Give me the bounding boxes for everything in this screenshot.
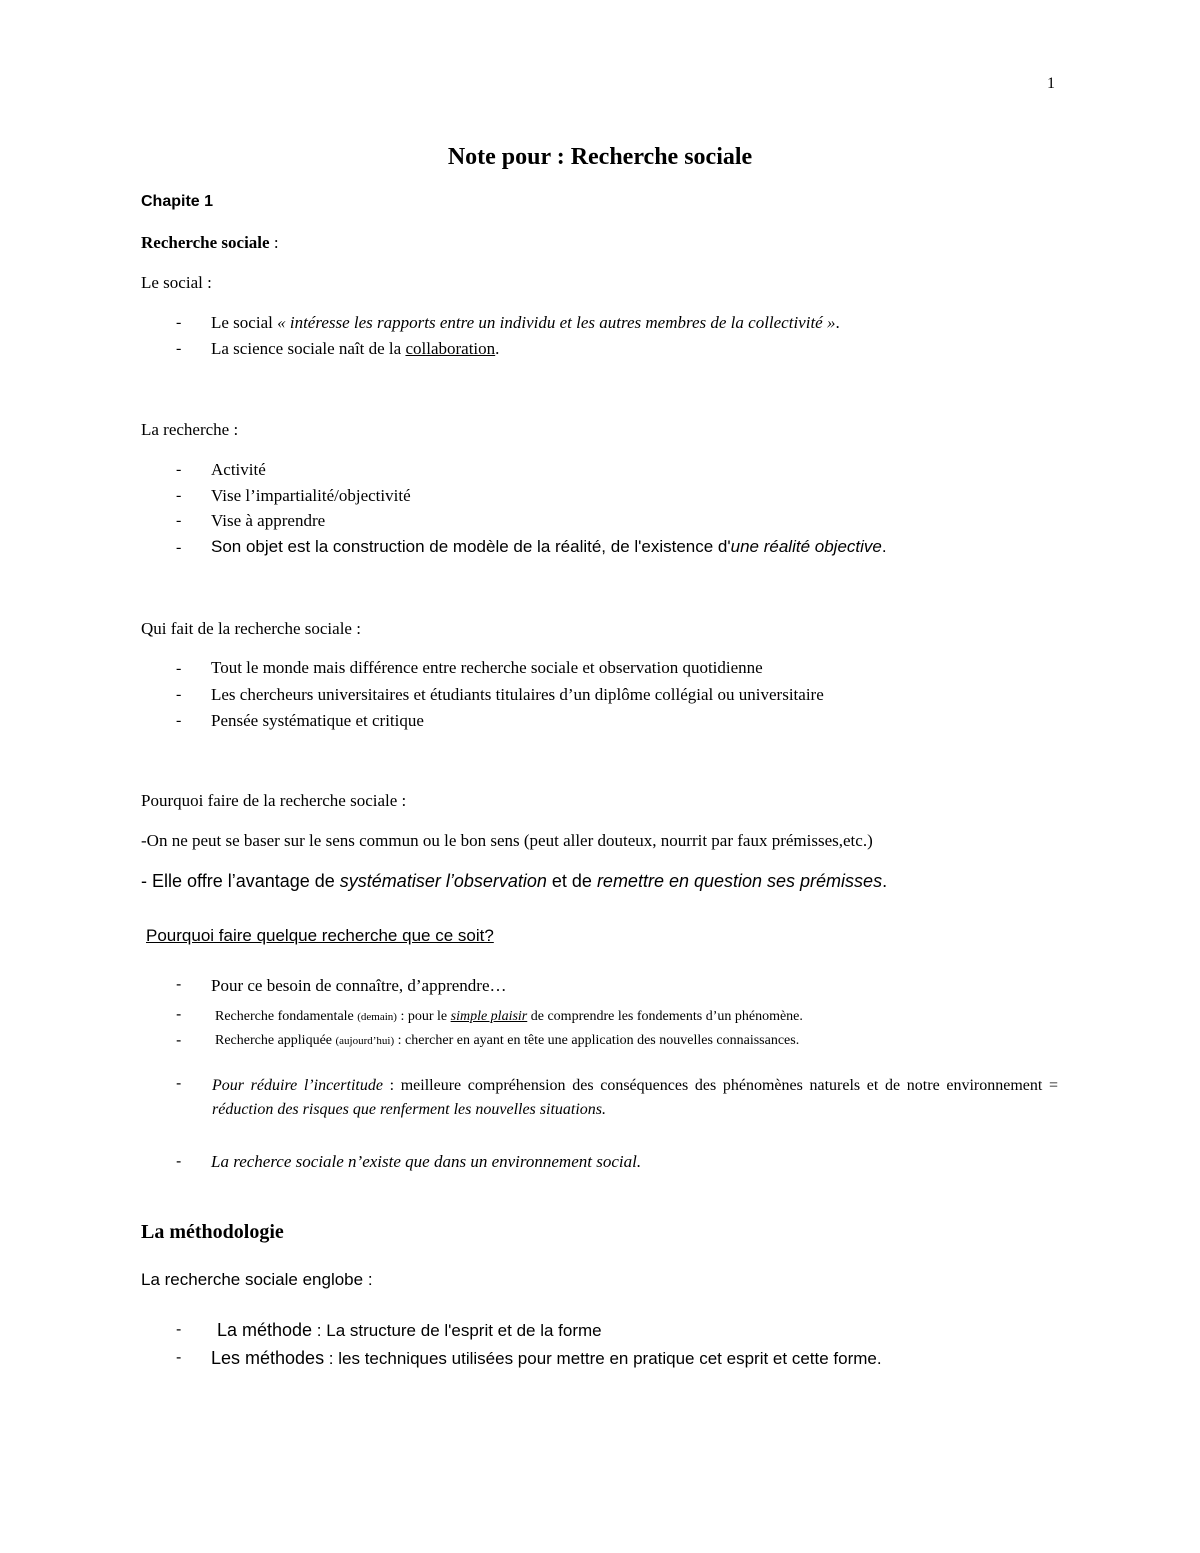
list-dash: - <box>176 1032 182 1049</box>
small-span: (demain) <box>357 1011 397 1023</box>
text-span: de comprendre les fondements d’un phénomène. <box>527 1009 803 1024</box>
quote-span: « intéresse les rapports entre un individu et les autres membres de la collectivité » <box>277 313 836 332</box>
list-dash: - <box>176 340 182 357</box>
italic-span: Pour réduire l’incertitude <box>212 1077 383 1094</box>
label-pourquoi: Pourquoi faire de la recherche sociale : <box>141 791 407 810</box>
paragraph-line: -On ne peut se baser sur le sens commun ou le bon sens (peut aller douteux, nourrit par faux prémisses,etc.) <box>141 831 873 850</box>
list-dash: - <box>176 512 182 529</box>
paragraph-line <box>141 871 887 892</box>
list-item <box>211 1348 882 1369</box>
list-dash: - <box>176 1153 182 1170</box>
text-span: : chercher en ayant en tête une application des nouvelles connaissances. <box>394 1033 800 1048</box>
list-dash: - <box>176 1006 182 1023</box>
list-dash: - <box>176 1075 182 1092</box>
list-dash: - <box>176 686 182 703</box>
subheading-quelque-recherche: Pourquoi faire quelque recherche que ce soit? <box>146 926 494 945</box>
list-item: Activité <box>211 460 266 479</box>
italic-span: une réalité objective <box>730 537 882 556</box>
text-span: et de <box>546 871 597 891</box>
text-span: - Elle offre l’avantage de <box>141 871 340 891</box>
list-dash: - <box>176 487 182 504</box>
list-item: Tout le monde mais différence entre recherche sociale et observation quotidienne <box>211 658 763 677</box>
italic-span: réduction des risques que renferment les nouvelles situations. <box>212 1101 607 1118</box>
section-heading-text: Recherche sociale <box>141 233 270 252</box>
label-le-social: Le social : <box>141 273 212 292</box>
italic-span: remettre en question ses prémisses <box>596 871 883 891</box>
list-dash: - <box>176 314 182 331</box>
text-span: . <box>495 339 500 358</box>
italic-underlined-span: simple plaisir <box>450 1009 528 1024</box>
list-item: Vise l’impartialité/objectivité <box>211 486 411 505</box>
label-la-recherche: La recherche : <box>141 420 239 439</box>
list-item: La recherce sociale n’existe que dans un environnement social. <box>211 1152 642 1171</box>
list-item-paragraph <box>212 1074 1058 1122</box>
list-item <box>211 313 840 333</box>
list-dash: - <box>176 712 182 729</box>
list-dash: - <box>176 976 182 993</box>
list-dash: - <box>176 1321 182 1338</box>
text-span: Recherche appliquée <box>215 1033 336 1048</box>
list-item <box>215 1009 803 1025</box>
text-span: Le social <box>211 313 278 332</box>
underlined-term: collaboration <box>405 339 496 358</box>
list-item: Vise à apprendre <box>211 511 326 530</box>
list-item <box>211 339 499 359</box>
list-item <box>217 1320 602 1341</box>
section-heading-colon: : <box>269 233 279 252</box>
page-number: 1 <box>1047 75 1055 92</box>
small-span: (aujourd’hui) <box>335 1035 395 1047</box>
list-item: Pour ce besoin de connaître, d’apprendre… <box>211 976 507 995</box>
list-item: Pensée systématique et critique <box>211 711 424 730</box>
text-span: : les techniques utilisées pour mettre en pratique cet esprit et cette forme. <box>324 1349 882 1368</box>
list-dash: - <box>176 660 182 677</box>
text-span: Recherche fondamentale <box>215 1009 358 1024</box>
text-span: : meilleure compréhension des conséquences des phénomènes naturels et de notre environnement = <box>382 1077 1058 1094</box>
text-span: : pour le <box>396 1009 451 1024</box>
text-span: . <box>881 537 887 556</box>
label-qui-fait: Qui fait de la recherche sociale : <box>141 619 361 638</box>
chapter-heading: Chapite 1 <box>141 193 214 210</box>
page-title: Note pour : Recherche sociale <box>447 144 753 170</box>
text-span: . <box>835 313 840 332</box>
section-heading-recherche-sociale <box>141 233 279 253</box>
text-span: . <box>882 871 888 891</box>
list-item <box>215 1033 799 1049</box>
list-dash: - <box>176 461 182 478</box>
list-item: Les chercheurs universitaires et étudiants titulaires d’un diplôme collégial ou universitaire <box>211 685 824 704</box>
text-span: Les méthodes <box>211 1348 325 1368</box>
paragraph-line: La recherche sociale englobe : <box>141 1270 373 1289</box>
text-span: : La structure de l'esprit et de la forme <box>312 1321 602 1340</box>
section-heading-methodologie: La méthodologie <box>141 1221 284 1243</box>
list-dash: - <box>176 1349 182 1366</box>
text-span: Son objet est la construction de modèle de la réalité, de l'existence d' <box>211 537 731 556</box>
text-span: La science sociale naît de la <box>211 339 406 358</box>
text-span: La méthode <box>217 1320 313 1340</box>
list-dash: - <box>176 539 182 556</box>
italic-span: systématiser l’observation <box>339 871 547 891</box>
list-item <box>211 537 887 557</box>
